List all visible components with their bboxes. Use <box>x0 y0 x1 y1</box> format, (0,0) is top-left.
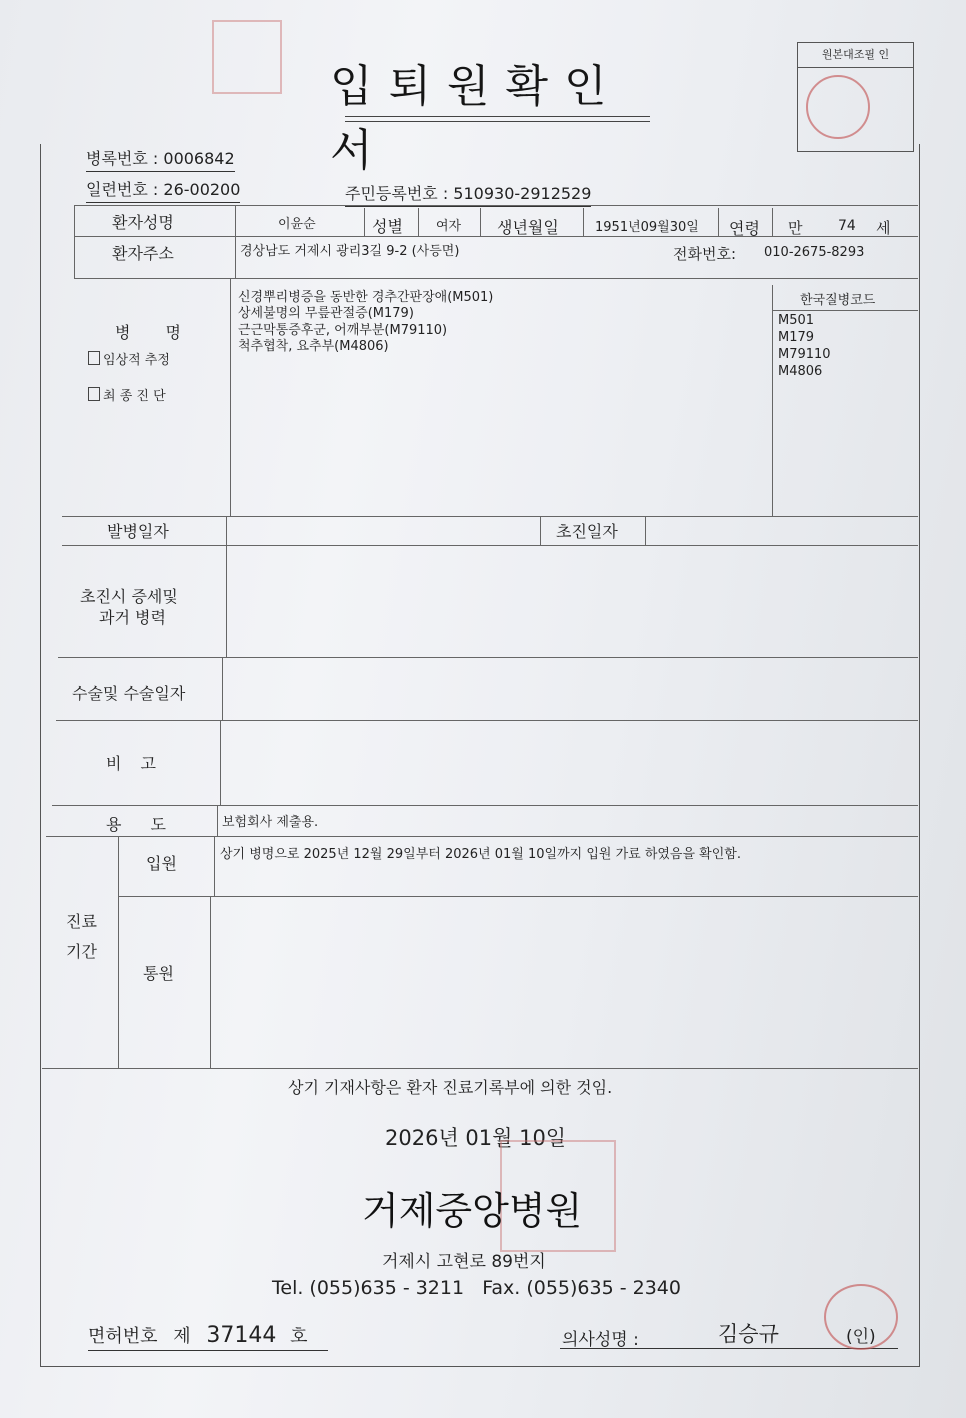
verification-seal <box>806 75 870 139</box>
hospital-name: 거제중앙병원 <box>362 1189 583 1233</box>
age-label: 연령 <box>729 219 760 238</box>
registration-number: 병록번호 : 0006842 <box>86 146 235 172</box>
outpatient-label: 통원 <box>143 964 174 983</box>
period-label-1: 진료 <box>66 912 97 931</box>
dob-label: 생년월일 <box>497 218 559 237</box>
disease-code: M4806 <box>778 364 823 379</box>
issue-date: 2026년 01월 10일 <box>385 1126 567 1150</box>
final-diagnosis-checkbox[interactable] <box>88 387 100 401</box>
disease-code: M501 <box>778 313 815 328</box>
onset-date-label: 발병일자 <box>107 522 169 541</box>
disease-code: M79110 <box>778 347 831 362</box>
doctor-seal-mark: (인) <box>846 1327 876 1347</box>
hospital-contact: Tel. (055)635 - 3211 Fax. (055)635 - 2340 <box>272 1277 681 1299</box>
age-prefix: 만 <box>788 219 803 237</box>
title-underline-2 <box>345 121 650 122</box>
clinical-estimate-checkbox[interactable] <box>88 351 100 365</box>
surgery-label: 수술및 수술일자 <box>72 684 186 703</box>
age-suffix: 세 <box>876 219 891 237</box>
patient-age: 74 <box>838 218 856 234</box>
address-label: 환자주소 <box>112 244 174 263</box>
purpose-label: 용 도 <box>106 815 166 834</box>
patient-sex: 여자 <box>436 219 462 234</box>
doctor-name: 김승규 <box>718 1322 779 1346</box>
license-prefix: 제 <box>173 1326 191 1347</box>
phone-label: 전화번호: <box>673 245 737 263</box>
inpatient-statement: 상기 병명으로 2025년 12월 29일부터 2026년 01월 10일까지 입원 가료 하였음을 확인함. <box>220 847 741 862</box>
first-visit-label: 초진일자 <box>556 522 618 541</box>
document-title: 입퇴원확인서 <box>330 61 623 176</box>
serial-number: 일련번호 : 26-00200 <box>86 177 240 203</box>
patient-phone: 010-2675-8293 <box>764 245 865 260</box>
patient-name-label: 환자성명 <box>112 213 174 232</box>
original-verification-box <box>797 42 914 152</box>
doctor-name-label: 의사성명 : <box>562 1330 639 1350</box>
final-diagnosis-option[interactable] <box>88 385 166 404</box>
patient-dob: 1951년09월30일 <box>595 220 699 235</box>
diagnosis-item: 상세불명의 무릎관절증(M179) <box>238 306 414 321</box>
clinical-estimate-option[interactable] <box>88 349 170 368</box>
license-suffix: 호 <box>290 1326 308 1347</box>
disease-code-header: 한국질병코드 <box>800 293 876 308</box>
final-diagnosis-label: 최 종 진 단 <box>103 389 166 404</box>
license-value: 37144 <box>206 1323 277 1348</box>
diagnosis-label: 병 명 <box>115 323 181 342</box>
sex-label: 성별 <box>372 217 403 236</box>
symptoms-label-2: 과거 병력 <box>99 608 166 627</box>
diagnosis-item: 척추협착, 요추부(M4806) <box>238 339 389 354</box>
remarks-label: 비 고 <box>106 754 156 773</box>
hospital-address: 거제시 고현로 89번지 <box>382 1252 546 1272</box>
patient-address: 경상남도 거제시 광리3길 9-2 (사등면) <box>240 244 460 259</box>
period-label-2: 기간 <box>66 942 97 961</box>
title-underline <box>345 116 650 117</box>
purpose-value: 보험회사 제출용. <box>222 815 319 830</box>
clinical-estimate-label: 임상적 추정 <box>103 353 170 368</box>
patient-name: 이윤순 <box>278 217 316 232</box>
license-label: 면허번호 <box>88 1326 158 1347</box>
license-number <box>88 1322 328 1351</box>
record-statement: 상기 기재사항은 환자 진료기록부에 의한 것임. <box>288 1078 613 1097</box>
disease-code: M179 <box>778 330 815 345</box>
hospital-seal-top <box>212 20 282 94</box>
resident-number: 주민등록번호 : 510930-2912529 <box>345 181 591 207</box>
inpatient-label: 입원 <box>146 854 177 873</box>
symptoms-label-1: 초진시 증세및 <box>80 587 178 606</box>
diagnosis-item: 신경뿌리병증을 동반한 경추간판장애(M501) <box>238 290 494 305</box>
original-verification-label: 원본대조필 인 <box>798 43 913 68</box>
diagnosis-item: 근근막통증후군, 어깨부분(M79110) <box>238 323 448 338</box>
